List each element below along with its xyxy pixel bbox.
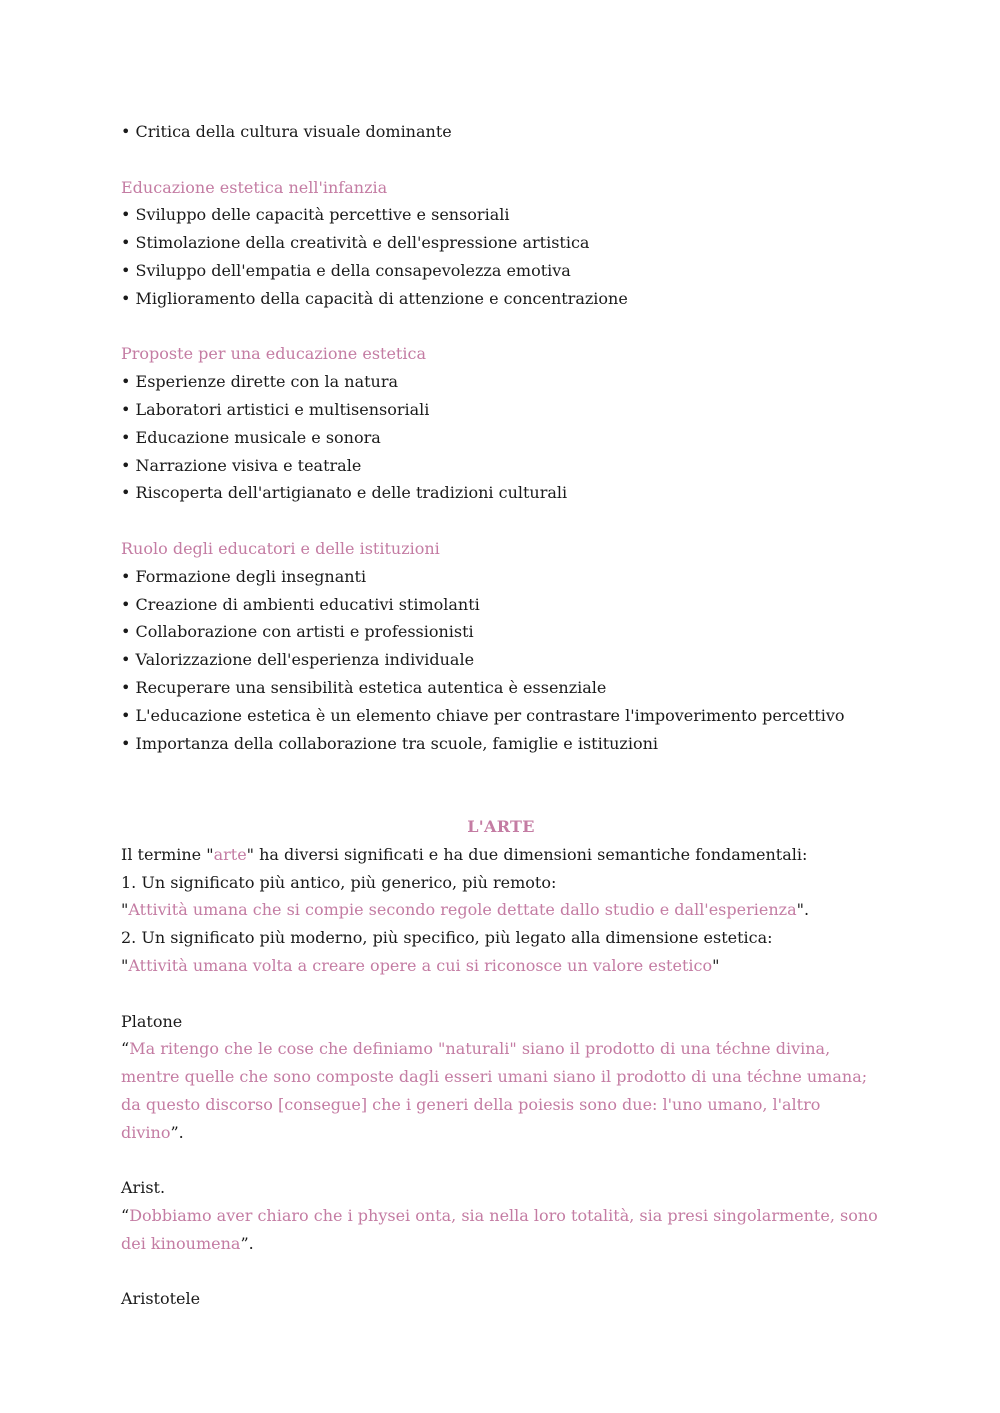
bullet-item: • Critica della cultura visuale dominante — [121, 122, 452, 141]
bullet-text: Laboratori artistici e multisensoriali — [135, 399, 430, 419]
bullet-item: • Recuperare una sensibilità estetica autentica è essenziale — [121, 677, 607, 697]
bullet-item: • Importanza della collaborazione tra scuole, famiglie e istituzioni — [121, 733, 659, 753]
quote-text: Attività umana che si compie secondo regole dettate dallo studio e dall'esperienza — [128, 900, 797, 920]
bullet-text: Critica della cultura visuale dominante — [135, 122, 452, 141]
author-label: Platone — [121, 1011, 183, 1031]
section-heading: Ruolo degli educatori e delle istituzioni — [121, 538, 440, 558]
arist-quote: “Dobbiamo aver chiaro che i physei onta, sia nella loro totalità, sia presi singolarmente, sono dei kinoumena”. — [121, 1206, 878, 1253]
bullet-text: Miglioramento della capacità di attenzione e concentrazione — [135, 288, 628, 308]
bullet-text: Sviluppo delle capacità percettive e sensoriali — [135, 205, 510, 225]
bullet-text: L'educazione estetica è un elemento chiave per contrastare l'impoverimento percettivo — [135, 705, 845, 725]
quote-text: Attività umana volta a creare opere a cui si riconosce un valore estetico — [128, 955, 713, 975]
section-heading: Educazione estetica nell'infanzia — [121, 177, 388, 197]
bullet-text: Creazione di ambienti educativi stimolanti — [135, 594, 480, 614]
bullet-item: • Collaborazione con artisti e professionisti — [121, 622, 474, 642]
bullet-item: • Creazione di ambienti educativi stimolanti — [121, 594, 480, 614]
bullet-item: • Narrazione visiva e teatrale — [121, 455, 362, 475]
page-title: L'ARTE — [467, 816, 535, 836]
bullet-item: • L'educazione estetica è un elemento chiave per contrastare l'impoverimento percettivo — [121, 705, 845, 725]
bullet-item: • Sviluppo dell'empatia e della consapevolezza emotiva — [121, 260, 571, 280]
bullet-item: • Educazione musicale e sonora — [121, 427, 381, 447]
bullet-text: Recuperare una sensibilità estetica autentica è essenziale — [135, 677, 607, 697]
bullet-text: Importanza della collaborazione tra scuole, famiglie e istituzioni — [135, 733, 659, 753]
quote-text: Dobbiamo aver chiaro che i physei onta, sia nella loro totalità, sia presi singolarmente, sono dei kinoumena — [121, 1206, 878, 1253]
bullet-text: Narrazione visiva e teatrale — [135, 455, 362, 475]
bullet-text: Educazione musicale e sonora — [135, 427, 381, 447]
bullet-item: • Esperienze dirette con la natura — [121, 372, 399, 392]
author-label: Aristotele — [121, 1289, 201, 1309]
meaning-2-label: 2. Un significato più moderno, più specifico, più legato alla dimensione estetica: — [121, 928, 773, 948]
meaning-1-label: 1. Un significato più antico, più generico, più remoto: — [121, 872, 557, 892]
document-content — [121, 118, 881, 1313]
bullet-text: Esperienze dirette con la natura — [135, 372, 399, 392]
meaning-2-definition: "Attività umana volta a creare opere a cui si riconosce un valore estetico" — [121, 955, 720, 975]
bullet-item: • Valorizzazione dell'esperienza individuale — [121, 650, 475, 670]
bullet-item: • Laboratori artistici e multisensoriali — [121, 399, 430, 419]
bullet-item: • Miglioramento della capacità di attenzione e concentrazione — [121, 288, 628, 308]
bullet-text: Valorizzazione dell'esperienza individuale — [135, 650, 475, 670]
bullet-item: • Sviluppo delle capacità percettive e sensoriali — [121, 205, 510, 225]
platone-quote: “Ma ritengo che le cose che definiamo "naturali" siano il prodotto di una téchne divina, mentre quelle che sono composte dagli esseri umani siano il prodotto di una téchne umana; da questo discorso [consegue] che i generi della poiesis sono due: l'uno umano, l'altro divino”. — [121, 1039, 868, 1142]
bullet-text: Sviluppo dell'empatia e della consapevolezza emotiva — [135, 260, 571, 280]
author-label: Arist. — [121, 1178, 166, 1198]
bullet-item: • Riscoperta dell'artigianato e delle tradizioni culturali — [121, 483, 568, 503]
bullet-item: • Formazione degli insegnanti — [121, 566, 367, 586]
bullet-text: Riscoperta dell'artigianato e delle tradizioni culturali — [135, 483, 568, 503]
quote-text: Ma ritengo che le cose che definiamo "naturali" siano il prodotto di una téchne divina, mentre quelle che sono composte dagli esseri umani siano il prodotto di una téchne umana; da questo discorso [consegue] che i generi della poiesis sono due: l'uno umano, l'altro divino — [121, 1039, 868, 1142]
meaning-1-definition: "Attività umana che si compie secondo regole dettate dallo studio e dall'esperienza". — [121, 900, 810, 920]
bullet-text: Collaborazione con artisti e professionisti — [135, 622, 474, 642]
highlighted-term: arte — [213, 844, 247, 864]
bullet-text: Formazione degli insegnanti — [135, 566, 367, 586]
arte-intro: Il termine "arte" ha diversi significati e ha due dimensioni semantiche fondamentali: — [121, 844, 808, 864]
bullet-text: Stimolazione della creatività e dell'espressione artistica — [135, 233, 590, 253]
bullet-item: • Stimolazione della creatività e dell'espressione artistica — [121, 233, 590, 253]
section-heading: Proposte per una educazione estetica — [121, 344, 426, 364]
